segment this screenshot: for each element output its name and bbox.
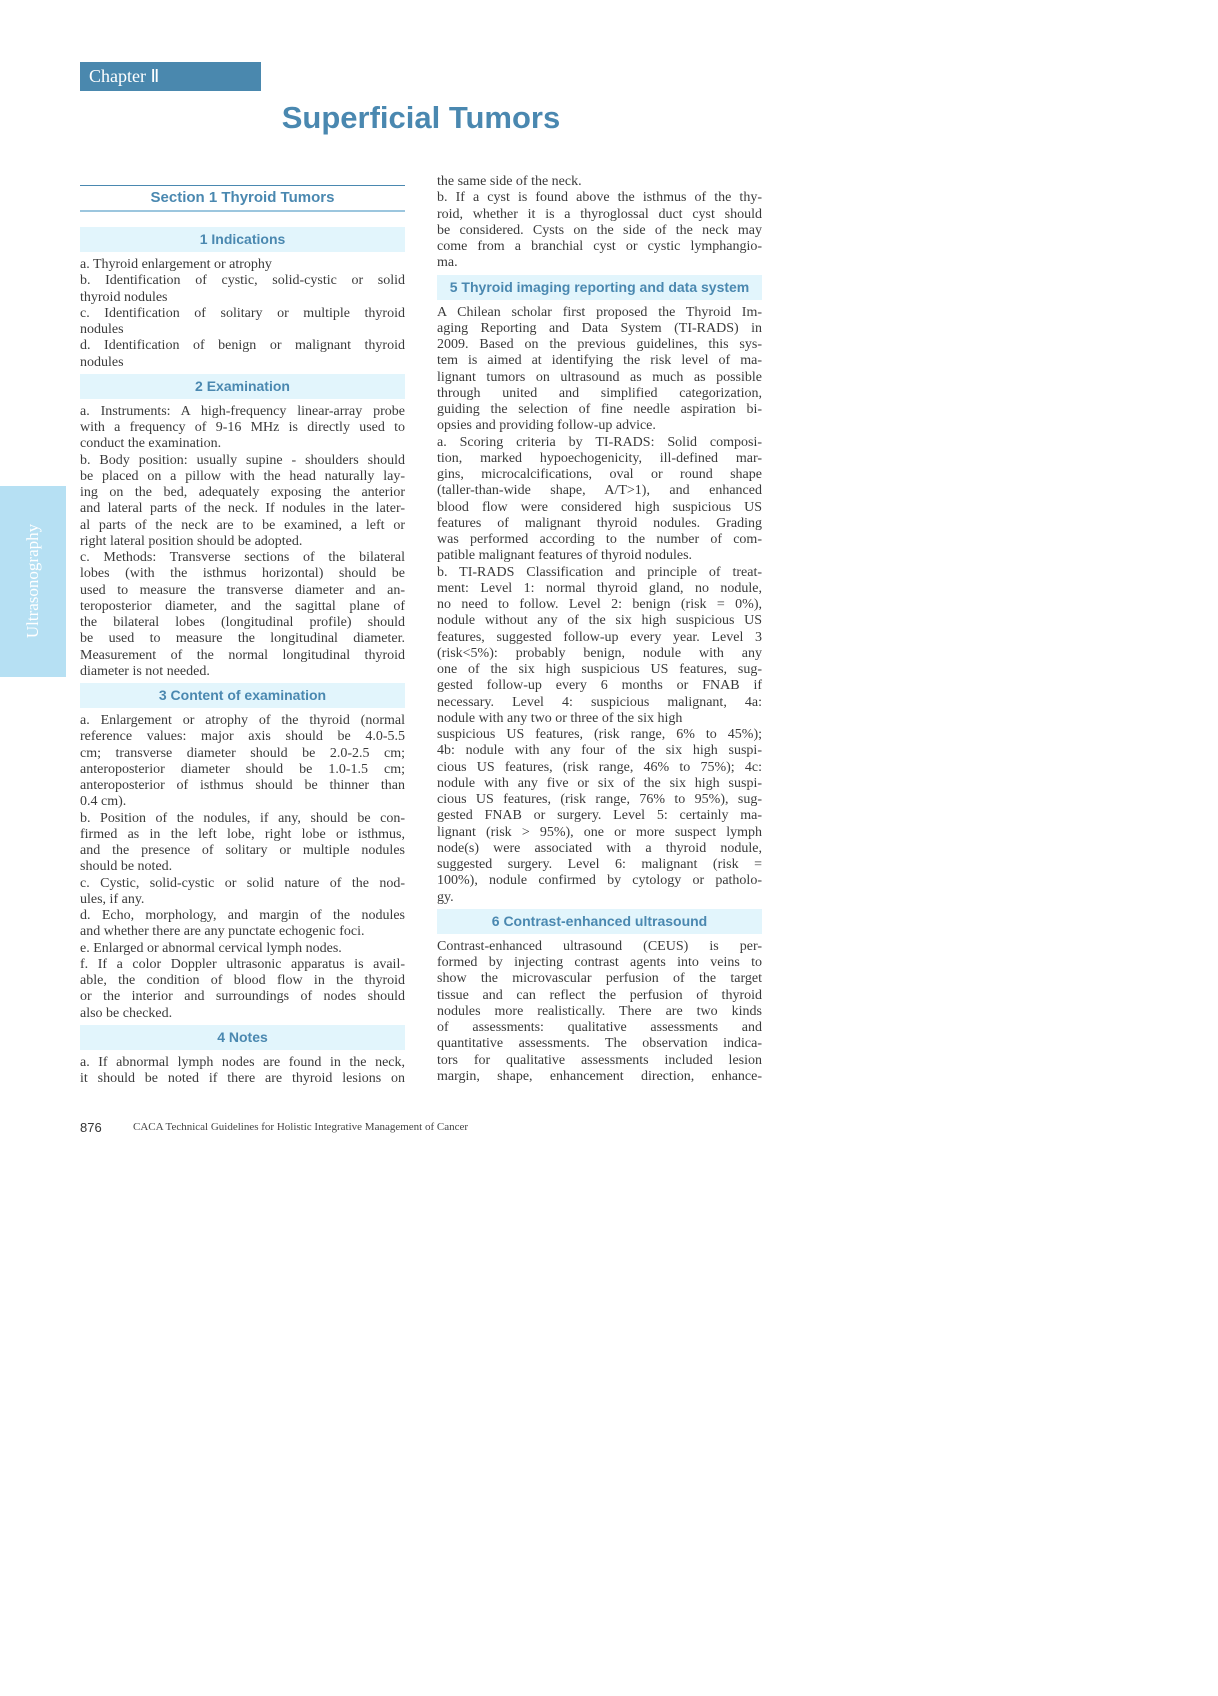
section-heading: Section 1 Thyroid Tumors [80,185,405,212]
text-line: roid, whether it is a thyroglossal duct cyst should [437,206,762,222]
text-line: opsies and providing follow-up advice. [437,418,656,434]
text-line: Contrast-enhanced ultrasound (CEUS) is per- [437,938,762,954]
text-line: c. Methods: Transverse sections of the bilateral [80,550,405,565]
text-line: node(s) were associated with a thyroid nodule, [437,840,762,856]
text-line: be used to measure the longitudinal diameter. [80,631,405,647]
text-line: al parts of the neck are to be examined, a left or [80,517,405,533]
text-line: also be checked. [80,1005,173,1021]
text-line: reference values: major axis should be 4.0-5.5 [80,729,405,745]
text-line: features of malignant thyroid nodules. Grading [437,515,762,531]
text-line: gested FNAB or surgery. Level 5: certainly ma- [437,808,762,824]
text-line: d. Identification of benign or malignant thyroid [80,338,405,354]
text-line: b. Position of the nodules, if any, should be con- [80,810,405,826]
text-line: b. Identification of cystic, solid-cystic or solid [80,273,405,289]
side-tab-label: Ultrasonography [23,523,42,639]
chapter-label: Chapter Ⅱ [80,62,261,91]
text-line: it should be noted if there are thyroid lesions on [80,1071,405,1086]
text-line: e. Enlarged or abnormal cervical lymph nodes. [80,940,342,956]
text-line: d. Echo, morphology, and margin of the nodules [80,908,405,923]
text-line: come from a branchial cyst or cystic lymphangio- [437,239,762,254]
text-line: the bilateral lobes (longitudinal profile) should [80,615,405,630]
text-line: gy. [437,889,454,905]
text-line: a. Instruments: A high-frequency linear-array probe [80,403,405,419]
text-line: ules, if any. [80,891,145,907]
text-line: 4b: nodule with any four of the six high suspi- [437,743,762,759]
text-line: was performed according to the number of com- [437,532,762,547]
text-line: or the interior and surroundings of nodes should [80,989,405,1005]
text-line: of assessments: qualitative assessments and [437,1020,762,1035]
subsection-heading: 3 Content of examination [80,683,405,708]
left-column [80,185,405,1087]
book-title: CACA Technical Guidelines for Holistic Integrative Management of Cancer [133,1121,469,1133]
text-line: show the microvascular perfusion of the target [437,971,762,987]
text-line: the same side of the neck. [437,174,582,189]
text-line: cious US features, (risk range, 46% to 75%); 4c: [437,759,762,775]
text-line: tem is aimed at identifying the risk level of ma- [437,353,762,369]
text-line: A Chilean scholar first proposed the Thyroid Im- [437,304,762,320]
text-line: nodule with any two or three of the six high [437,710,683,726]
text-line: tissue and can reflect the perfusion of thyroid [437,987,762,1003]
text-line: cm; transverse diameter should be 2.0-2.5 cm; [80,745,405,761]
right-column [437,174,762,1085]
side-tab [0,486,66,677]
subsection-heading: 5 Thyroid imaging reporting and data system [437,275,762,300]
text-line: (risk<5%): probably benign, nodule with any [437,645,762,661]
text-line: firmed as in the left lobe, right lobe or isthmus, [80,826,405,842]
text-line: tion, marked hypoechogenicity, ill-defined mar- [437,450,762,466]
text-line: b. Body position: usually supine - shoulders should [80,452,405,468]
text-line: nodules [80,354,124,370]
text-line: anteroposterior diameter should be 1.0-1.5 cm; [80,761,405,777]
text-line: anteroposterior of isthmus should be thinner than [80,778,405,793]
text-line: lignant (risk > 95%), one or more suspect lymph [437,824,762,840]
text-line: suspicious US features, (risk range, 6% to 45%); [437,727,762,742]
text-line: a. Scoring criteria by TI-RADS: Solid composi- [437,434,762,450]
text-line: aging Reporting and Data System (TI-RADS) in [437,320,762,336]
text-line: able, the condition of blood flow in the thyroid [80,973,405,988]
text-line: with a frequency of 9-16 MHz is directly used to [80,420,405,435]
text-line: margin, shape, enhancement direction, enhance- [437,1068,762,1084]
text-line: diameter is not needed. [80,663,210,679]
text-line: lobes (with the isthmus horizontal) should be [80,566,405,582]
text-line: guiding the selection of fine needle aspiration bi- [437,402,762,417]
text-line: 0.4 cm). [80,794,127,810]
text-line: be placed on a pillow with the head naturally lay- [80,468,405,484]
text-line: thyroid nodules [80,289,168,305]
text-line: be considered. Cysts on the side of the neck may [437,222,762,238]
page-number: 876 [80,1120,102,1135]
text-line: gins, microcalcifications, oval or round shape [437,467,762,482]
text-line: nodules [80,322,124,337]
text-line: gested follow-up every 6 months or FNAB if [437,678,762,694]
text-line: ma. [437,255,458,271]
text-line: and the presence of solitary or multiple nodules [80,843,405,858]
text-line: f. If a color Doppler ultrasonic apparatus is avail- [80,956,405,972]
text-line: b. If a cyst is found above the isthmus of the thy- [437,190,762,206]
text-line: nodule without any of the six high suspicious US [437,613,762,629]
text-line: blood flow were considered high suspicious US [437,499,762,515]
text-line: b. TI-RADS Classification and principle of treat- [437,564,762,580]
text-line: (taller-than-wide shape, A/T>1), and enhanced [437,483,762,499]
text-line: necessary. Level 4: suspicious malignant, 4a: [437,694,762,710]
subsection-heading: 4 Notes [80,1025,405,1050]
text-line: should be noted. [80,859,173,875]
text-line: ing on the bed, adequately exposing the anterior [80,485,405,500]
text-line: quantitative assessments. The observation indica- [437,1036,762,1052]
text-line: lignant tumors on ultrasound as much as possible [437,369,762,385]
text-line: 100%), nodule confirmed by cytology or patholo- [437,873,762,889]
text-line: a. Enlargement or atrophy of the thyroid (normal [80,713,405,728]
text-line: tors for qualitative assessments included lesion [437,1052,762,1068]
text-line: conduct the examination. [80,436,222,452]
text-line: formed by injecting contrast agents into veins to [437,955,762,970]
text-line: features, suggested follow-up every year. Level 3 [437,629,762,645]
text-line: teroposterior diameter, and the sagittal plane of [80,598,405,614]
text-line: used to measure the transverse diameter and an- [80,582,405,598]
text-line: Measurement of the normal longitudinal thyroid [80,647,405,663]
text-line: nodules more realistically. There are two kinds [437,1003,762,1019]
text-line: cious US features, (risk range, 76% to 95%), sug- [437,792,762,807]
text-line: and whether there are any punctate echogenic foci. [80,924,365,940]
text-line: c. Cystic, solid-cystic or solid nature of the nod- [80,875,405,891]
page-title: Superficial Tumors [281,100,561,135]
subsection-heading: 6 Contrast-enhanced ultrasound [437,909,762,934]
text-line: a. Thyroid enlargement or atrophy [80,257,272,272]
text-line: through united and simplified categorization, [437,385,762,401]
text-line: suggested surgery. Level 6: malignant (risk = [437,857,762,872]
subsection-heading: 1 Indications [80,227,405,252]
text-line: ment: Level 1: normal thyroid gland, no nodule, [437,580,762,596]
text-line: no need to follow. Level 2: benign (risk = 0%), [437,597,762,612]
text-line: c. Identification of solitary or multiple thyroid [80,305,405,321]
text-line: one of the six high suspicious US features, sug- [437,662,762,677]
subsection-heading: 2 Examination [80,374,405,399]
text-line: a. If abnormal lymph nodes are found in the neck, [80,1054,405,1070]
text-line: patible malignant features of thyroid nodules. [437,548,693,564]
text-line: 2009. Based on the previous guidelines, this sys- [437,337,762,352]
text-line: and lateral parts of the neck. If nodules in the later- [80,501,405,517]
text-line: right lateral position should be adopted. [80,533,303,549]
text-line: nodule with any five or six of the six high suspi- [437,775,762,791]
